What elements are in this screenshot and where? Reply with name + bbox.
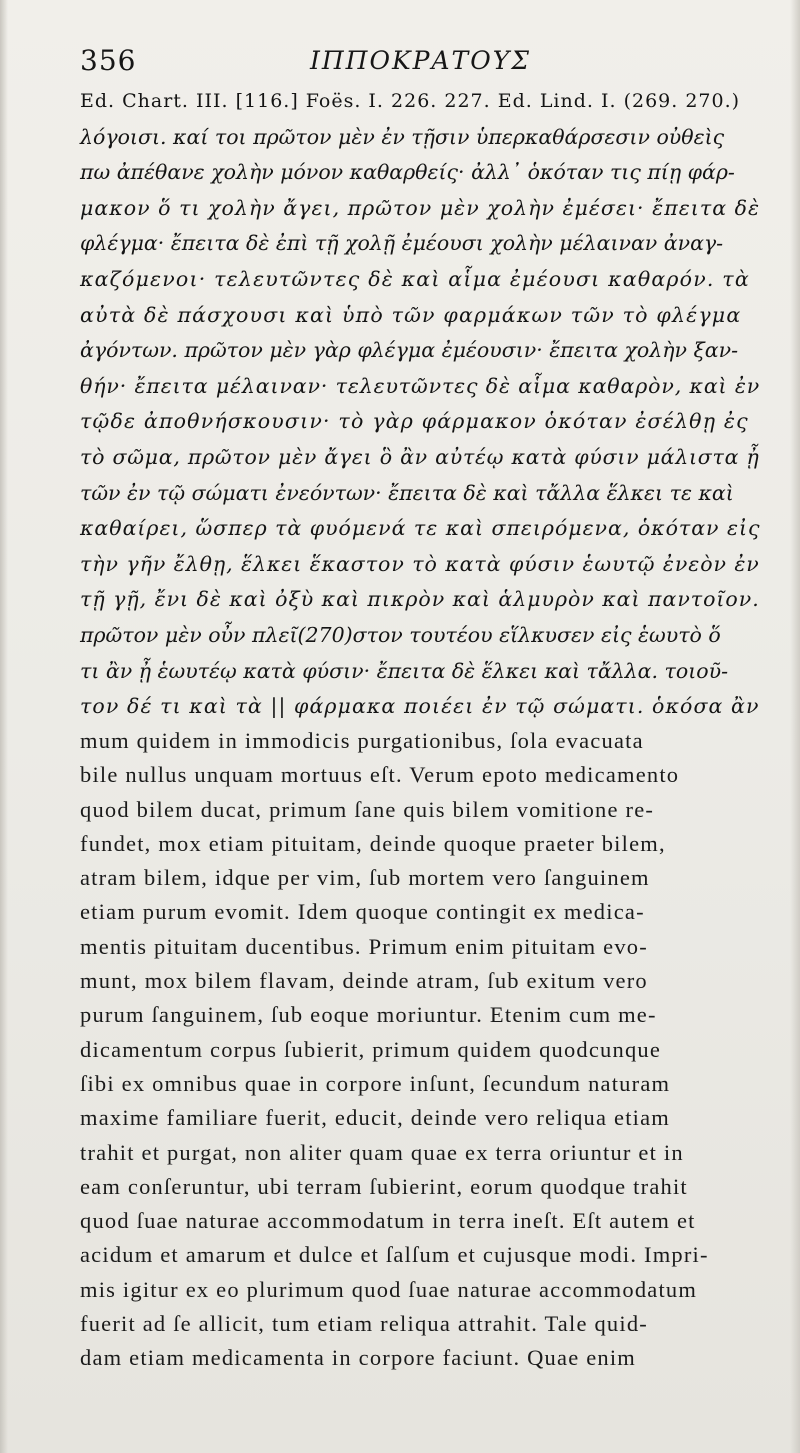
latin-line: munt, mox bilem flavam, deinde atram, ſub exitum vero (80, 968, 648, 994)
page-number: 356 (80, 44, 137, 77)
greek-line: φλέγμα· ἔπειτα δὲ ἐπὶ τῇ χολῇ ἐμέουσι χολὴν μέλαιναν ἀναγ- (80, 231, 724, 256)
latin-line: acidum et amarum et dulce et ſalſum et cujusque modi. Impri- (80, 1242, 709, 1268)
greek-line: πρῶτον μὲν οὖν πλεῖ(270)στον τουτέου εἵλκυσεν εἰς ἑωυτὸ ὅ (80, 622, 721, 647)
latin-line: mentis pituitam ducentibus. Primum enim pituitam evo- (80, 933, 648, 959)
greek-line: αὐτὰ δὲ πάσχουσι καὶ ὑπὸ τῶν φαρμάκων τῶν τὸ φλέγμα (80, 302, 742, 327)
latin-line: quod bilem ducat, primum ſane quis bilem vomitione re- (80, 796, 655, 822)
greek-line: λόγοισι. καί τοι πρῶτον μὲν ἐν τῇσιν ὑπερκαθάρσεσιν οὐθεὶς (80, 124, 725, 149)
latin-line: dam etiam medicamenta in corpore faciunt. Quae enim (80, 1345, 636, 1371)
latin-line: purum ſanguinem, ſub eoque moriuntur. Etenim cum me- (80, 1002, 657, 1028)
running-head: ΙΠΠΟΚΡΑΤΟΥΣ (310, 46, 531, 75)
latin-line: quod ſuae naturae accommodatum in terra ineſt. Eſt autem et (80, 1208, 696, 1234)
greek-line: καζόμενοι· τελευτῶντες δὲ καὶ αἷμα ἐμέουσι καθαρόν. τὰ (80, 266, 750, 291)
latin-line: mis igitur ex eo plurimum quod ſuae naturae accommodatum (80, 1276, 698, 1302)
latin-line: fuerit ad ſe allicit, tum etiam reliqua attrahit. Tale quid- (80, 1311, 648, 1337)
greek-line: τον δέ τι καὶ τὰ || φάρμακα ποιέει ἐν τῷ σώματι. ὁκόσα ἂν (80, 694, 760, 719)
greek-line: τῷδε ἀποθνήσκουσιν· τὸ γὰρ φάρμακον ὁκόταν ἐσέλθῃ ἐς (80, 409, 749, 434)
greek-line: Ed. Chart. III. [116.] Foës. I. 226. 227. Ed. Lind. I. (269. 270.) (80, 90, 741, 112)
greek-line: τὸ σῶμα, πρῶτον μὲν ἄγει ὃ ἂν αὐτέῳ κατὰ φύσιν μάλιστα ᾖ (80, 444, 760, 469)
latin-line: trahit et purgat, non aliter quam quae ex terra oriuntur et in (80, 1139, 684, 1165)
latin-line: fundet, mox etiam pituitam, deinde quoque praeter bilem, (80, 830, 666, 856)
latin-line: bile nullus unquam mortuus eſt. Verum epoto medicamento (80, 762, 680, 788)
greek-line: τι ἂν ᾖ ἑωυτέῳ κατὰ φύσιν· ἔπειτα δὲ ἕλκει καὶ τἄλλα. τοιοῦ- (80, 658, 729, 683)
greek-line: τὴν γῆν ἔλθῃ, ἕλκει ἕκαστον τὸ κατὰ φύσιν ἑωυτῷ ἐνεὸν ἐν (80, 551, 760, 576)
greek-line: ἀγόντων. πρῶτον μὲν γὰρ φλέγμα ἐμέουσιν· ἔπειτα χολὴν ξαν- (80, 338, 739, 363)
page-edge-shadow-right (790, 0, 800, 1453)
greek-line: τῇ γῇ, ἔνι δὲ καὶ ὀξὺ καὶ πικρὸν καὶ ἁλμυρὸν καὶ παντοῖον. (80, 587, 760, 612)
greek-line: καθαίρει, ὥσπερ τὰ φυόμενά τε καὶ σπειρόμενα, ὁκόταν εἰς (80, 516, 761, 541)
greek-text-block (80, 84, 760, 725)
latin-line: maxime familiare fuerit, educit, deinde vero reliqua etiam (80, 1105, 671, 1131)
latin-line: eam conſeruntur, ubi terram ſubierint, eorum quodque trahit (80, 1173, 688, 1199)
greek-line: μακον ὅ τι χολὴν ἄγει, πρῶτον μὲν χολὴν ἐμέσει· ἔπειτα δὲ (80, 195, 761, 220)
latin-text-block (80, 724, 760, 1376)
greek-line: πω ἀπέθανε χολὴν μόνον καθαρθείς· ἀλλ᾽ ὁκόταν τις πίῃ φάρ- (80, 160, 735, 185)
page-edge-shadow-left (0, 0, 8, 1453)
greek-line: τῶν ἐν τῷ σώματι ἐνεόντων· ἔπειτα δὲ καὶ τἄλλα ἕλκει τε καὶ (80, 480, 734, 505)
page-header (80, 40, 760, 84)
latin-line: dicamentum corpus ſubierit, primum quidem quodcunque (80, 1036, 662, 1062)
latin-line: mum quidem in immodicis purgationibus, ſola evacuata (80, 728, 644, 753)
latin-line: etiam purum evomit. Idem quoque contingit ex medica- (80, 899, 645, 925)
greek-line: θήν· ἔπειτα μέλαιναν· τελευτῶντες δὲ αἷμα καθαρὸν, καὶ ἐν (80, 373, 761, 398)
latin-line: atram bilem, idque per vim, ſub mortem vero ſanguinem (80, 865, 650, 891)
latin-line: ſibi ex omnibus quae in corpore inſunt, ſecundum naturam (80, 1070, 671, 1096)
